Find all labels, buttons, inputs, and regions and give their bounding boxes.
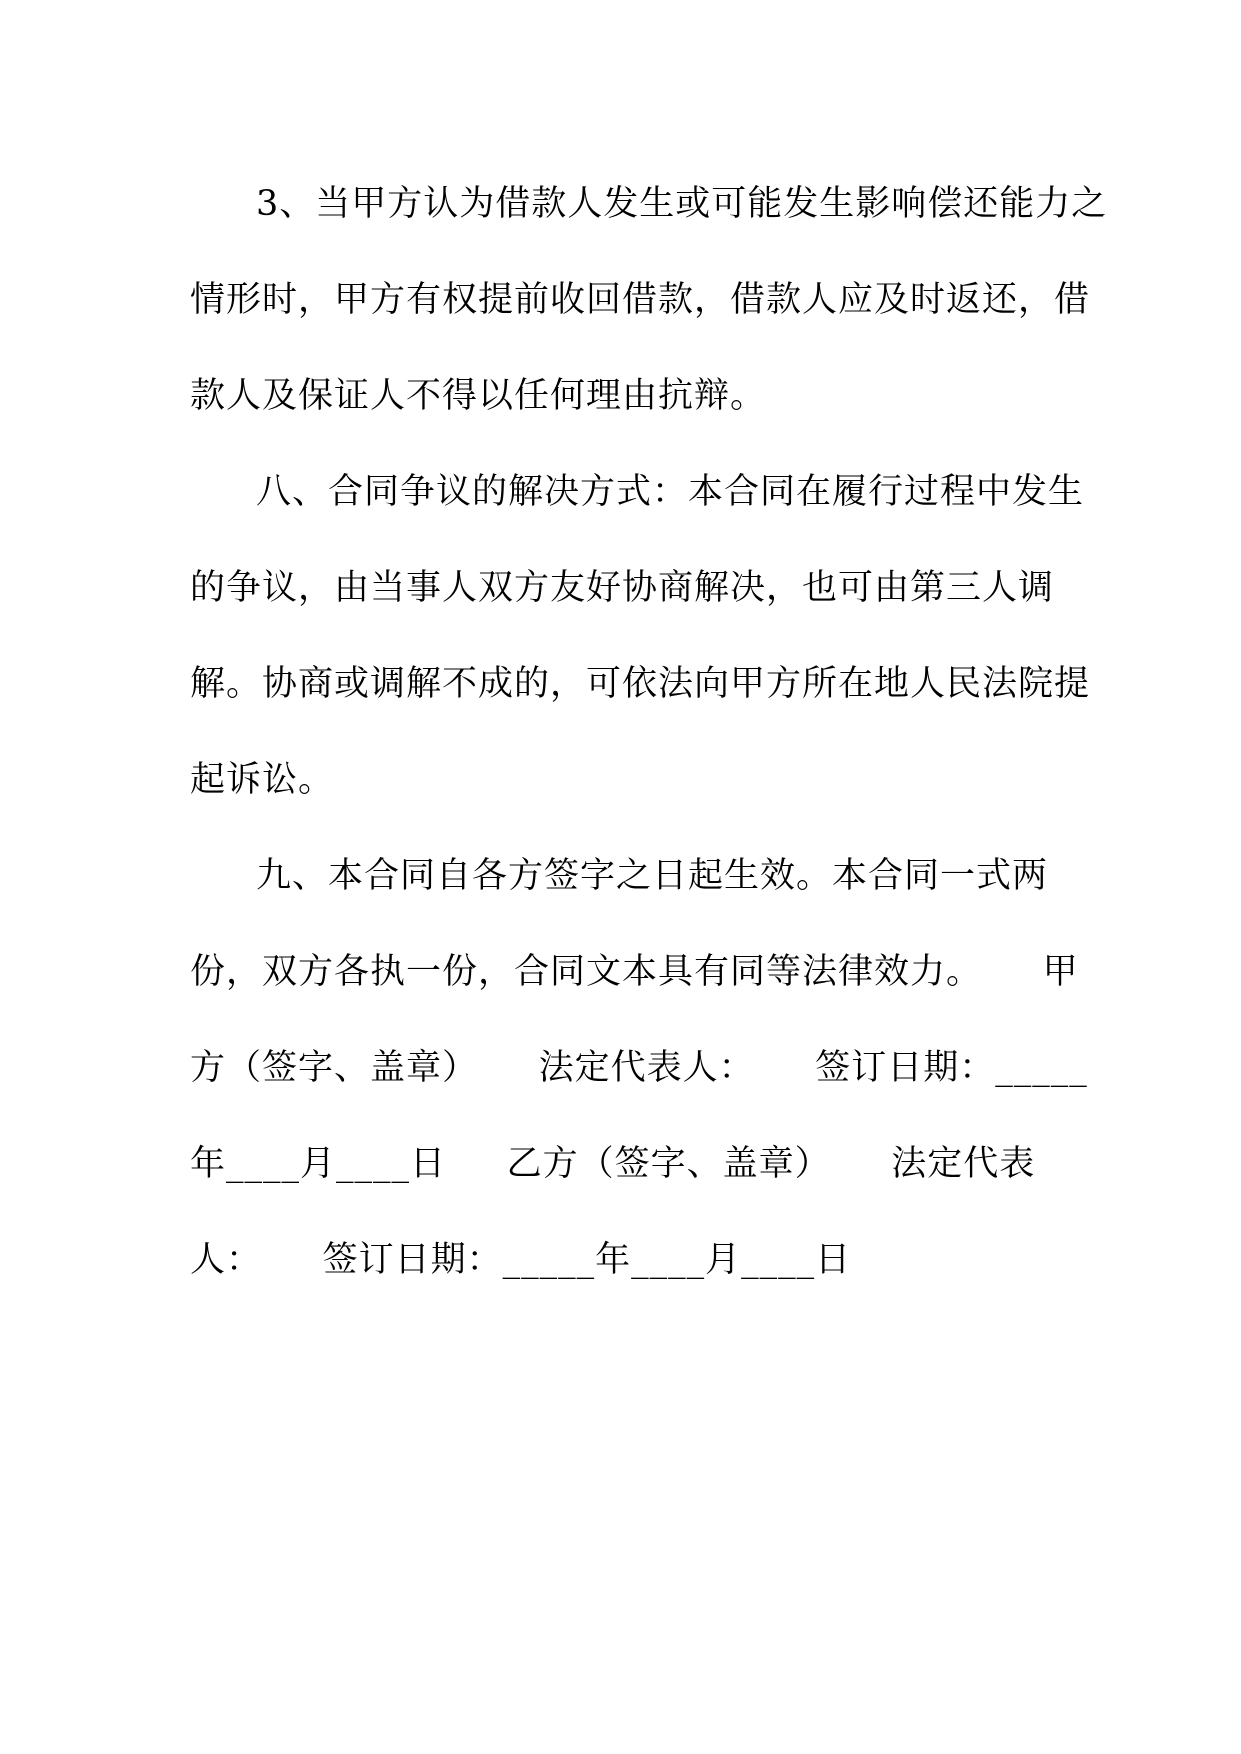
clause-9-line-1: 九、本合同自各方签字之日起生效。本合同一式两: [256, 856, 1049, 896]
signature-line-1: 方（签字、盖章） 法定代表人： 签订日期：_____: [190, 1048, 1088, 1088]
clause-9-line-2: 份，双方各执一份，合同文本具有同等法律效力。 甲: [190, 952, 1079, 992]
signature-line-2: 年____月____日 乙方（签字、盖章） 法定代表: [190, 1144, 1036, 1184]
document-body: [190, 168, 1108, 1320]
clause-8-line-2: 的争议，由当事人双方友好协商解决，也可由第三人调: [190, 568, 1055, 608]
clause-8-line-4: 起诉讼。: [190, 760, 335, 800]
clause-7-3-line-1: 3、当甲方认为借款人发生或可能发生影响偿还能力之: [256, 184, 1108, 224]
clause-7-3-line-3: 款人及保证人不得以任何理由抗辩。: [190, 376, 767, 416]
clause-8-line-1: 八、合同争议的解决方式：本合同在履行过程中发生: [256, 472, 1085, 512]
clause-8-line-3: 解。协商或调解不成的，可依法向甲方所在地人民法院提: [190, 664, 1091, 704]
signature-line-3: 人： 签订日期：_____年____月____日: [190, 1240, 852, 1280]
clause-7-3-line-2: 情形时，甲方有权提前收回借款，借款人应及时返还，借: [190, 280, 1091, 320]
